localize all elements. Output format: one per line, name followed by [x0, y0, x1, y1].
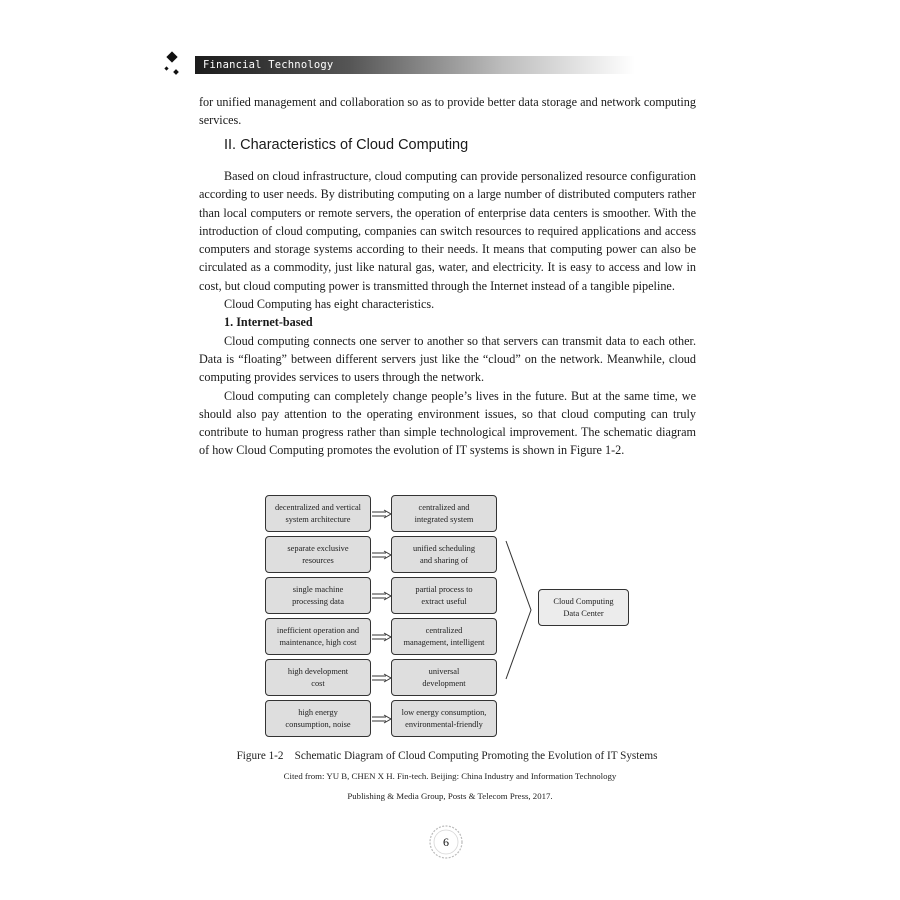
box-line: universal — [428, 667, 460, 676]
box-line: development — [422, 678, 466, 688]
box-line: low energy consumption, — [401, 708, 487, 717]
page-number: 6 — [443, 834, 449, 849]
box-line: management, intelligent — [403, 637, 485, 647]
to-box — [391, 618, 497, 655]
box-line: consumption, noise — [285, 719, 351, 729]
double-arrow-icon — [371, 550, 393, 560]
box-line: cost — [311, 678, 325, 688]
double-arrow-icon — [371, 714, 393, 724]
box-line: inefficient operation and — [276, 626, 360, 635]
box-line: maintenance, high cost — [279, 637, 357, 647]
paragraph-future-impact: Cloud computing can completely change people’s lives in the future. But at the same time, we should also pay attention to the operating environment issues, so that cloud computing can truly contribute to human progress rather than simple technological improvement. The schematic diagram of how Cloud Computing promotes the evolution of IT systems is shown in Figure 1-2. — [199, 388, 696, 458]
box-line: resources — [302, 555, 334, 565]
figure-caption: Figure 1-2 Schematic Diagram of Cloud Computing Promoting the Evolution of IT Systems — [236, 750, 658, 762]
figure-citation-line-1: Cited from: YU B, CHEN X H. Fin-tech. Beijing: China Industry and Information Technology — [283, 771, 617, 781]
double-arrow-icon — [371, 509, 393, 519]
to-box — [391, 577, 497, 614]
paragraph-eight-characteristics: Cloud Computing has eight characteristics. — [224, 297, 435, 312]
box-line: partial process to — [415, 585, 473, 594]
box-line: unified scheduling — [412, 544, 476, 553]
double-arrow-icon — [371, 591, 393, 601]
box-line: decentralized and vertical — [274, 503, 362, 512]
box-line: Data Center — [563, 608, 604, 618]
from-box — [265, 495, 371, 532]
chevron-right-icon — [505, 540, 533, 680]
from-box — [265, 618, 371, 655]
cloud-computing-data-center-box — [538, 589, 629, 626]
double-arrow-icon — [371, 632, 393, 642]
to-box — [391, 659, 497, 696]
to-box — [391, 536, 497, 573]
box-line: extract useful — [421, 596, 467, 606]
box-line: high development — [287, 667, 349, 676]
section-title: II. Characteristics of Cloud Computing — [224, 137, 469, 153]
box-line: integrated system — [414, 514, 474, 524]
from-box — [265, 700, 371, 737]
box-line: centralized and — [418, 503, 470, 512]
intro-paragraph: for unified management and collaboration so as to provide better data storage and network computing services. — [199, 95, 696, 128]
paragraph-cloud-infrastructure: Based on cloud infrastructure, cloud computing can provide personalized resource configuration according to user needs. By distributing computing on a large number of distributed computers rather than local computers or remote servers, the operation of enterprise data centers is smoother. With the introduction of cloud computing, companies can switch resources to required applications and access computers and storage systems according to their needs. It means that computing power can also be circulated as a commodity, just like natural gas, water, and electricity. It is easy to access and low in cost, but cloud computing power is transmitted through the Internet instead of a tangible pipeline. — [199, 169, 696, 293]
subheading-internet-based: 1. Internet-based — [224, 315, 313, 330]
to-box — [391, 700, 497, 737]
box-line: processing data — [292, 596, 344, 606]
box-line: centralized — [425, 626, 463, 635]
box-line: and sharing of — [420, 555, 468, 565]
body-block — [199, 167, 696, 460]
box-line: high energy — [298, 708, 338, 717]
double-arrow-icon — [371, 673, 393, 683]
from-box — [265, 536, 371, 573]
paragraph-server-connection: Cloud computing connects one server to another so that servers can transmit data to each other. Data is “floating” between different servers just like the “cloud” on the network. Meanwhile, cloud computing provides services to users through the network. — [199, 333, 696, 385]
intro-block — [199, 93, 696, 130]
running-header: Financial Technology — [203, 59, 334, 71]
from-box — [265, 577, 371, 614]
box-line: Cloud Computing — [553, 597, 614, 606]
box-line: separate exclusive — [287, 544, 349, 553]
box-line: system architecture — [285, 514, 351, 524]
from-box — [265, 659, 371, 696]
figure-citation-line-2: Publishing & Media Group, Posts & Telecom Press, 2017. — [347, 791, 553, 801]
box-line: single machine — [292, 585, 344, 594]
box-line: environmental-friendly — [405, 719, 483, 729]
to-box — [391, 495, 497, 532]
